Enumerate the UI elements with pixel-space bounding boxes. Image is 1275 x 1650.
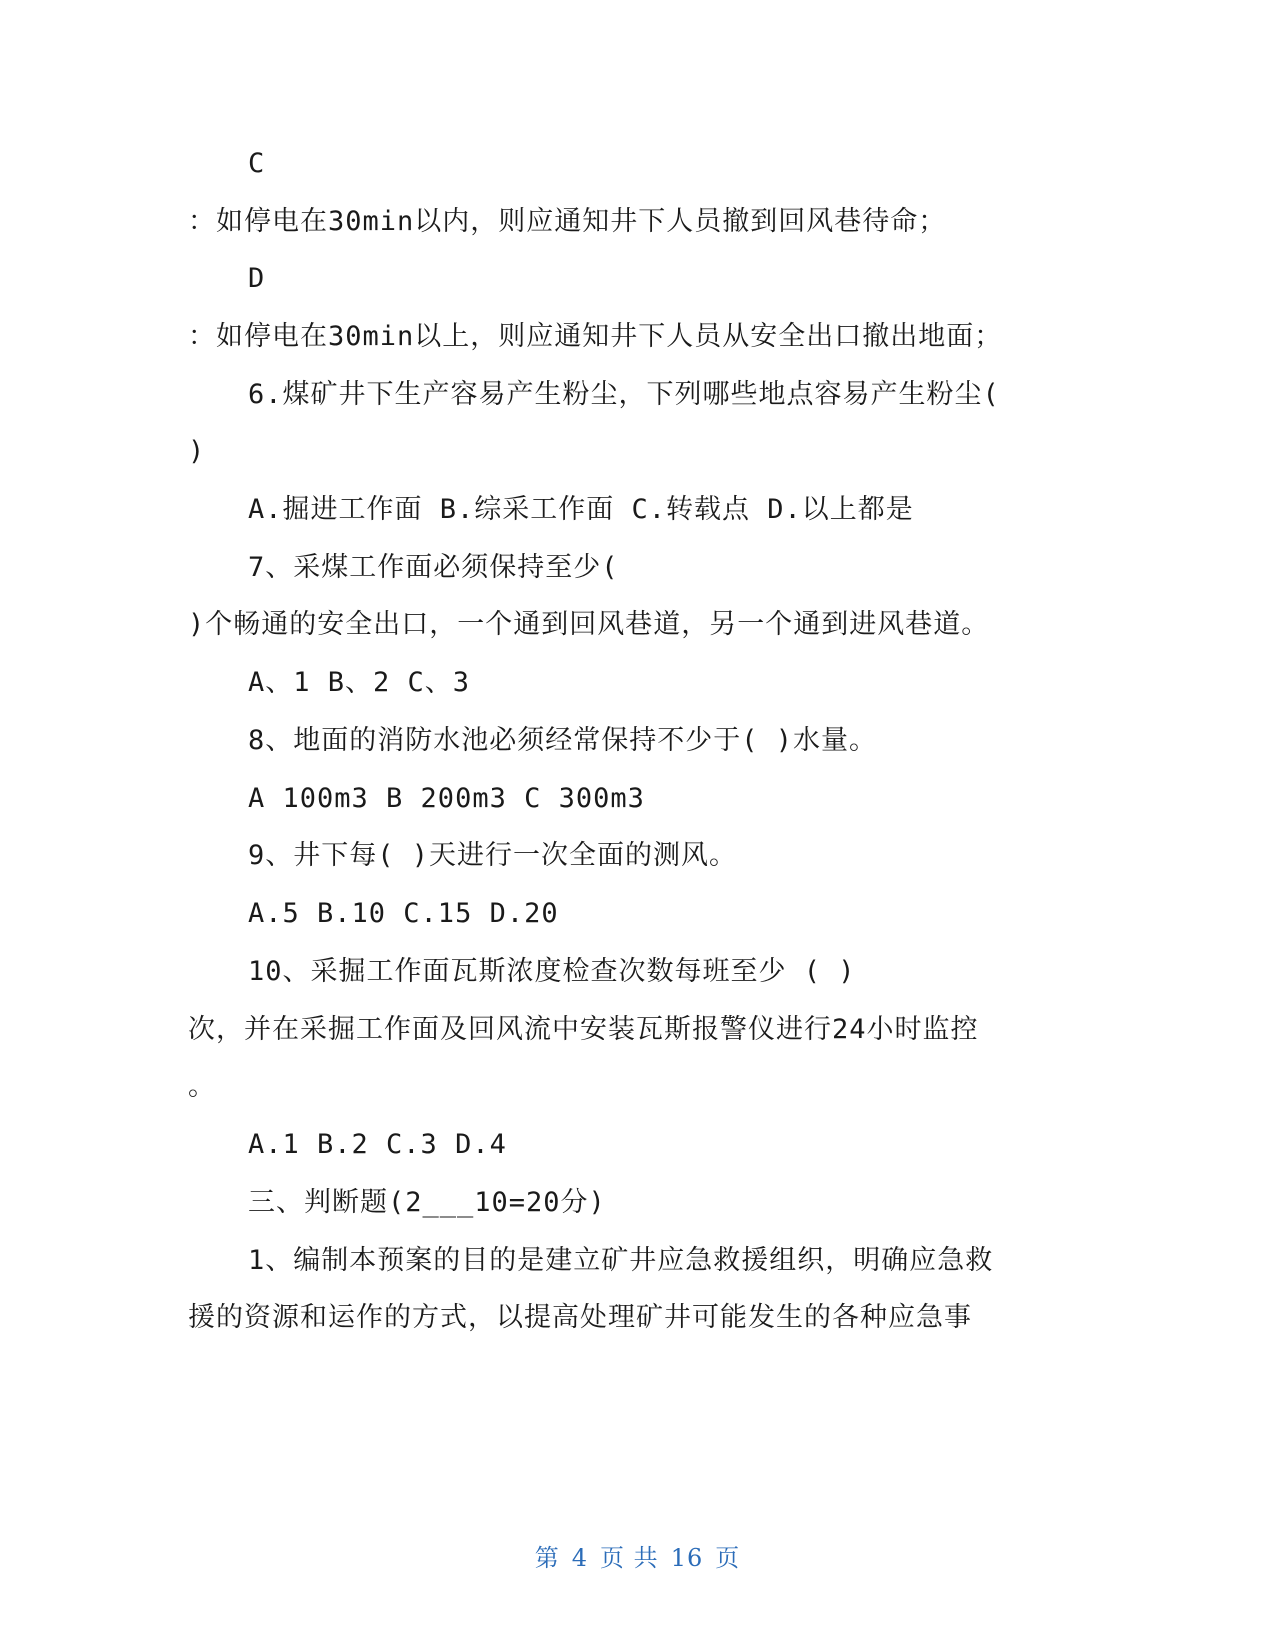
footer-suffix: 页 xyxy=(715,1544,741,1572)
section-heading-true-false: 三、判断题(2___10=20分) xyxy=(248,1187,606,1218)
option-d-text: ：如停电在30min以上，则应通知井下人员从安全出口撤出地面； xyxy=(188,321,1003,352)
footer-prefix: 第 xyxy=(534,1544,560,1572)
question-9-options: A.5 B.10 C.15 D.20 xyxy=(248,898,559,929)
question-9: 9、井下每( )天进行一次全面的测风。 xyxy=(248,840,738,871)
tf-question-1: 1、编制本预案的目的是建立矿井应急救援组织，明确应急救 xyxy=(248,1245,994,1276)
option-c-label: C xyxy=(248,148,266,179)
tf-question-1-continued: 援的资源和运作的方式，以提高处理矿井可能发生的各种应急事 xyxy=(188,1302,972,1333)
question-10-period: 。 xyxy=(188,1071,216,1102)
question-6-options: A.掘进工作面 B.综采工作面 C.转载点 D.以上都是 xyxy=(248,494,914,525)
question-7-options: A、1 B、2 C、3 xyxy=(248,667,471,698)
footer-total-pages: 16 xyxy=(670,1544,704,1572)
question-10: 10、采掘工作面瓦斯浓度检查次数每班至少 ( ) xyxy=(248,956,856,987)
question-7-continued: )个畅通的安全出口，一个通到回风巷道，另一个通到进风巷道。 xyxy=(188,609,990,640)
option-d-label: D xyxy=(248,263,266,294)
question-6: 6.煤矿井下生产容易产生粉尘，下列哪些地点容易产生粉尘( xyxy=(248,379,1000,410)
question-8: 8、地面的消防水池必须经常保持不少于( )水量。 xyxy=(248,725,878,756)
question-6-continued: ) xyxy=(188,436,206,467)
footer-middle: 页 共 xyxy=(600,1544,659,1572)
footer-page-number: 4 xyxy=(571,1544,589,1572)
question-10-continued: 次，并在采掘工作面及回风流中安装瓦斯报警仪进行24小时监控 xyxy=(188,1014,979,1045)
option-c-text: ：如停电在30min以内，则应通知井下人员撤到回风巷待命； xyxy=(188,206,947,237)
question-8-options: A 100m3 B 200m3 C 300m3 xyxy=(248,783,645,814)
question-7: 7、采煤工作面必须保持至少( xyxy=(248,552,619,583)
question-10-options: A.1 B.2 C.3 D.4 xyxy=(248,1129,507,1160)
page-footer xyxy=(0,1538,1275,1573)
